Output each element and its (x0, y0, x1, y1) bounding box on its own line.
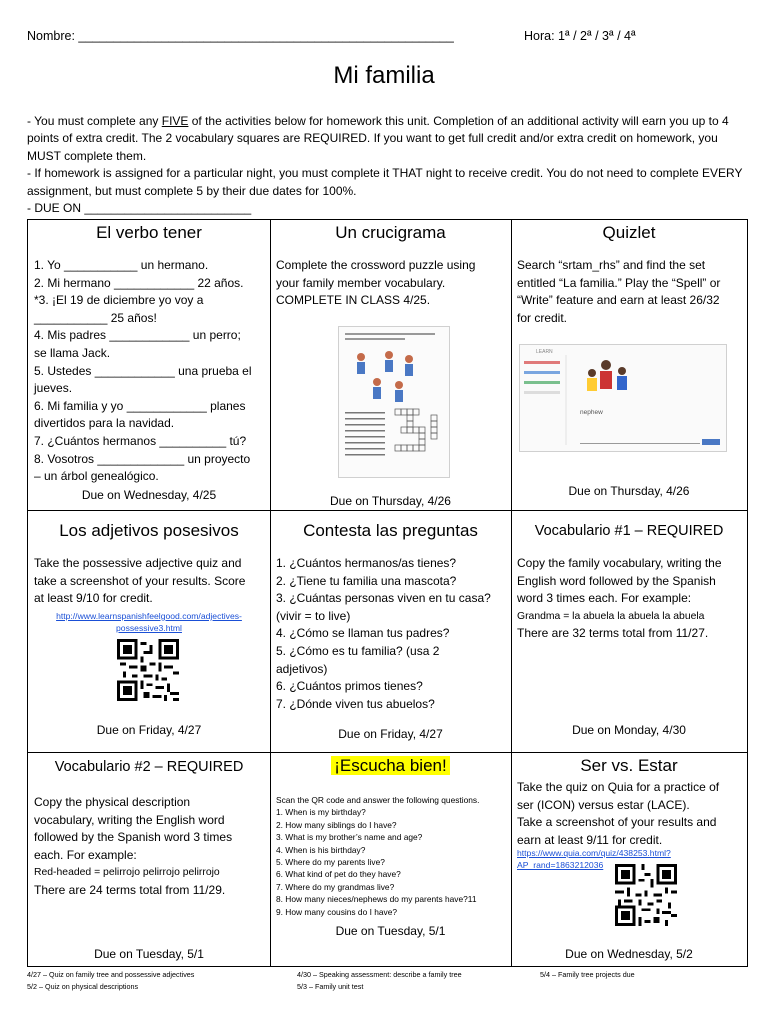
footer-note: 4/30 – Speaking assessment: describe a family tree (297, 970, 462, 979)
due-date: Due on Friday, 4/27 (338, 727, 443, 741)
instruction-paragraph-2: - If homework is assigned for a particular night, you must complete it THAT night to receive credit. You do not need to complete EVERY assignment, but must complete 5 by their due dates for 100%. (27, 166, 743, 198)
cell-title: Los adjetivos posesivos (59, 521, 239, 540)
cell-body: Copy the physical description vocabulary, writing the English word followed by the Spanish word 3 times each. For example: Red-headed = pelirrojo pelirrojo pelirrojo There are 24 terms total from 11/29. (34, 795, 233, 897)
hora-field-label: Hora: 1ª / 2ª / 3ª / 4ª (524, 29, 636, 43)
cell-contesta-preguntas (270, 510, 511, 752)
footer-note: 5/3 – Family unit test (297, 982, 364, 991)
header (27, 29, 747, 49)
instructions (27, 113, 747, 217)
instruction-paragraph-1: - You must complete any FIVE of the activities below for homework this unit. Completion of an additional activity will earn you up to 4 points of extra credit. The 2 vocabulary squares are REQUIRED. If you want to get full credit and/or extra credit on homework, you MUST complete them. (27, 114, 729, 163)
cell-title: Vocabulario #2 – REQUIRED (54, 759, 244, 775)
footer-note: 5/4 – Family tree projects due (540, 970, 635, 979)
quizlet-illustration (520, 345, 726, 451)
cell-verbo-tener (28, 220, 270, 510)
cell-title: Vocabulario #1 – REQUIRED (534, 523, 724, 539)
cell-body: Complete the crossword puzzle using your family member vocabulary. COMPLETE IN CLASS 4/25. (276, 258, 476, 308)
cell-body: Take the possessive adjective quiz and take a screenshot of your results. Score at least 9/10 for credit. (34, 556, 246, 606)
due-date: Due on Tuesday, 5/1 (94, 947, 204, 961)
cell-title: Un crucigrama (335, 223, 446, 242)
footer-note: 4/27 – Quiz on family tree and possessive adjectives (27, 970, 195, 979)
cell-body: 1. Yo ___________ un hermano. 2. Mi hermano ____________ 22 años. *3. ¡El 19 de diciembre yo voy a ___________ 25 años! 4. Mis padres ____________ un perro; se llama Jack. 5. Ustedes ____________ una prueba el jueves. 6. Mi familia y yo ____________ planes divertidos para la navidad. 7. ¿Cuántos hermanos __________ tú? 8. Vosotros _____________ un proyecto – un árbol genealógico. (34, 258, 252, 484)
cell-title: Ser vs. Estar (580, 756, 678, 775)
page-title: Mi familia (333, 62, 435, 89)
cell-adjetivos-posesivos (28, 510, 270, 752)
cell-body: 1. ¿Cuántos hermanos/as tienes? 2. ¿Tiene tu familia una mascota? 3. ¿Cuántas personas viven en tu casa? (vivir = to live) 4. ¿Cómo se llaman tus padres? 5. ¿Cómo es tu familia? (usa 2 adjetivos) 6. ¿Cuántos primos tienes? 7. ¿Dónde viven tus abuelos? (276, 556, 491, 711)
due-date: Due on Wednesday, 5/2 (565, 947, 693, 961)
cell-title: Contesta las preguntas (303, 521, 478, 540)
cell-title (276, 755, 505, 777)
quizlet-learn-label: LEARN (536, 349, 553, 355)
cell-title: Quizlet (602, 223, 656, 242)
cell-body: Copy the family vocabulary, writing the English word followed by the Spanish word 3 times each. For example: Grandma = la abuela la abuela la abuela There are 32 terms total from 11/27. (517, 556, 722, 641)
five-emphasis: FIVE (161, 114, 189, 128)
cell-vocabulario-2 (28, 752, 270, 966)
due-date: Due on Thursday, 4/26 (330, 494, 451, 508)
possessive-quiz-link[interactable]: http://www.learnspanishfeelgood.com/adjectives- possessive3.html (56, 610, 242, 633)
cell-ser-vs-estar (511, 752, 747, 966)
cell-vocabulario-1 (511, 510, 747, 752)
footer-note: 5/2 – Quiz on physical descriptions (27, 982, 139, 991)
name-field-label: Nombre: ______________________________________________________ (27, 29, 454, 43)
due-date: Due on Tuesday, 5/1 (335, 924, 446, 938)
due-date: Due on Friday, 4/27 (96, 723, 202, 737)
activity-grid (27, 219, 748, 967)
quia-quiz-link[interactable]: https://www.quia.com/quiz/438253.html? AP_rand=1863212036 (517, 848, 671, 870)
cell-crucigrama (270, 220, 511, 510)
qr-code-icon (117, 639, 179, 701)
due-date: Due on Thursday, 4/26 (568, 484, 690, 498)
cell-body: Take the quiz on Quia for a practice of ser (ICON) versus estar (LACE). Take a screenshot of your results and earn at least 9/11 for credit. (517, 780, 720, 847)
crossword-thumbnail (338, 326, 450, 478)
quizlet-prompt-word: nephew (580, 409, 603, 416)
cell-quizlet (511, 220, 747, 510)
cell-title: El verbo tener (96, 223, 202, 242)
cell-body: Scan the QR code and answer the following questions. 1. When is my birthday? 2. How many siblings do I have? 3. What is my brother’s name and age? 4. When is his birthday? 5. Where do my parents live? 6. What kind of pet do they have? 7. Where do my grandmas live? 8. How many nieces/nephews do my parents have?11 9. How many cousins do I have? (276, 795, 480, 917)
qr-code-icon (615, 864, 677, 926)
quizlet-screenshot (519, 344, 727, 452)
cell-escucha-bien (270, 752, 511, 966)
highlighted-title: ¡Escucha bien! (331, 756, 449, 775)
due-date: Due on Monday, 4/30 (572, 723, 686, 737)
cell-body: Search “srtam_rhs” and find the set entitled “La familia.” Play the “Spell” or “Write” feature and earn at least 26/32 for credit. (517, 258, 721, 325)
due-on-line: - DUE ON _________________________ (27, 201, 252, 216)
due-date: Due on Wednesday, 4/25 (81, 488, 217, 502)
